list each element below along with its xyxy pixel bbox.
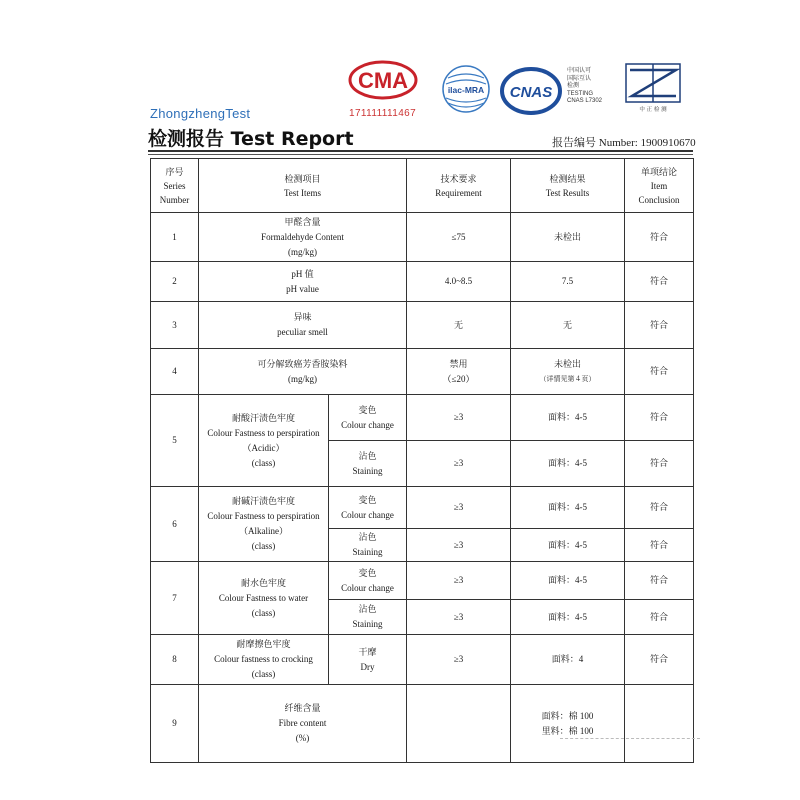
requirement: ≥3: [407, 529, 511, 562]
cnas-logo: [500, 66, 562, 116]
test-item: 耐碱汗渍色牢度 Colour Fastness to perspiration （Alkaline） (class): [199, 487, 329, 562]
table-row: [151, 213, 694, 262]
cnas-text-line: 中国认可: [567, 68, 592, 74]
item-conclusion: 符合: [625, 262, 694, 302]
series-number: 4: [151, 349, 199, 395]
test-result: 面料：4-5: [511, 487, 625, 529]
series-number: 6: [151, 487, 199, 562]
brand-name: ZhongzhengTest: [150, 106, 251, 121]
series-number: 8: [151, 635, 199, 685]
item-conclusion: [625, 685, 694, 763]
table-row: [151, 487, 694, 529]
test-report-table: [150, 158, 694, 763]
item-conclusion: 符合: [625, 395, 694, 441]
requirement: ≥3: [407, 395, 511, 441]
item-conclusion: 符合: [625, 487, 694, 529]
ilac-logo-text: ilac-MRA: [447, 85, 485, 95]
header-divider: [148, 150, 693, 152]
table-row: [151, 395, 694, 441]
test-result: 面料：4-5: [511, 441, 625, 487]
item-conclusion: 符合: [625, 635, 694, 685]
requirement: ≥3: [407, 441, 511, 487]
table-row: [151, 562, 694, 600]
test-item: 耐水色牢度 Colour Fastness to water (class): [199, 562, 329, 635]
series-number: 5: [151, 395, 199, 487]
item-conclusion: 符合: [625, 441, 694, 487]
item-conclusion: 符合: [625, 213, 694, 262]
sub-item: 变色 Colour change: [329, 395, 407, 441]
requirement: 4.0~8.5: [407, 262, 511, 302]
table-row: [151, 262, 694, 302]
item-conclusion: 符合: [625, 349, 694, 395]
test-result: 未检出: [511, 213, 625, 262]
requirement: ≥3: [407, 600, 511, 635]
cnas-logo-text: CNAS: [509, 84, 553, 101]
header-test-results: 检测结果 Test Results: [511, 159, 625, 213]
ilac-mra-logo: [440, 64, 492, 114]
cnas-accreditation-text: [567, 68, 602, 106]
test-result: 面料：4-5: [511, 600, 625, 635]
series-number: 3: [151, 302, 199, 349]
series-number: 2: [151, 262, 199, 302]
test-item: 纤维含量 Fibre content (%): [199, 685, 407, 763]
item-conclusion: 符合: [625, 600, 694, 635]
report-number: 报告编号 Number: 1900910670: [552, 137, 696, 149]
header-series-number: 序号 Series Number: [151, 159, 199, 213]
page-fade-divider: [560, 738, 700, 739]
table-row: [151, 685, 694, 763]
table-row: [151, 349, 694, 395]
series-number: 9: [151, 685, 199, 763]
test-item: 耐酸汗渍色牢度 Colour Fastness to perspiration （Acidic） (class): [199, 395, 329, 487]
test-result: 面料：棉 100 里料：棉 100: [511, 685, 625, 763]
sub-item: 沾色 Staining: [329, 600, 407, 635]
test-result: 面料：4-5: [511, 395, 625, 441]
test-result: 面料：4: [511, 635, 625, 685]
series-number: 7: [151, 562, 199, 635]
item-conclusion: 符合: [625, 302, 694, 349]
sub-item: 沾色 Staining: [329, 441, 407, 487]
test-result: 7.5: [511, 262, 625, 302]
requirement: ≥3: [407, 562, 511, 600]
requirement: 无: [407, 302, 511, 349]
cma-logo: [348, 60, 418, 100]
table-row: [151, 635, 694, 685]
test-result: 未检出 （详情见第４页）: [511, 349, 625, 395]
item-conclusion: 符合: [625, 562, 694, 600]
bureau-logo-caption: 中 正 检 测: [639, 107, 667, 113]
test-item: 可分解致癌芳香胺染料 (mg/kg): [199, 349, 407, 395]
header-test-items: 检测项目 Test Items: [199, 159, 407, 213]
test-result: 面料：4-5: [511, 529, 625, 562]
series-number: 1: [151, 213, 199, 262]
test-item: 甲醛含量 Formaldehyde Content (mg/kg): [199, 213, 407, 262]
sub-item: 变色 Colour change: [329, 487, 407, 529]
requirement: ≤75: [407, 213, 511, 262]
sub-item: 干摩 Dry: [329, 635, 407, 685]
cnas-text-line: TESTING: [567, 90, 594, 97]
header-requirement: 技术要求 Requirement: [407, 159, 511, 213]
cma-certificate-number: 171111111467: [349, 108, 417, 119]
test-item: pH 值 pH value: [199, 262, 407, 302]
cma-logo-text: CMA: [357, 68, 409, 93]
test-item: 耐摩擦色牢度 Colour fastness to crocking (class): [199, 635, 329, 685]
requirement: 禁用 （≤20）: [407, 349, 511, 395]
cnas-text-line: CNAS L7302: [567, 98, 603, 105]
sub-item: 变色 Colour change: [329, 562, 407, 600]
requirement: ≥3: [407, 487, 511, 529]
test-item: 异味 peculiar smell: [199, 302, 407, 349]
cnas-text-line: 国际互认: [567, 75, 592, 82]
report-title: 检测报告 Test Report: [148, 128, 354, 150]
item-conclusion: 符合: [625, 529, 694, 562]
requirement: [407, 685, 511, 763]
requirement: ≥3: [407, 635, 511, 685]
table-row: [151, 302, 694, 349]
test-result: 面料：4-5: [511, 562, 625, 600]
cnas-text-line: 检测: [567, 83, 580, 90]
sub-item: 沾色 Staining: [329, 529, 407, 562]
table-header-row: [151, 159, 694, 213]
header-divider-thin: [148, 154, 693, 155]
test-result: 无: [511, 302, 625, 349]
header-item-conclusion: 单项结论 Item Conclusion: [625, 159, 694, 213]
testing-bureau-logo: [622, 62, 684, 114]
